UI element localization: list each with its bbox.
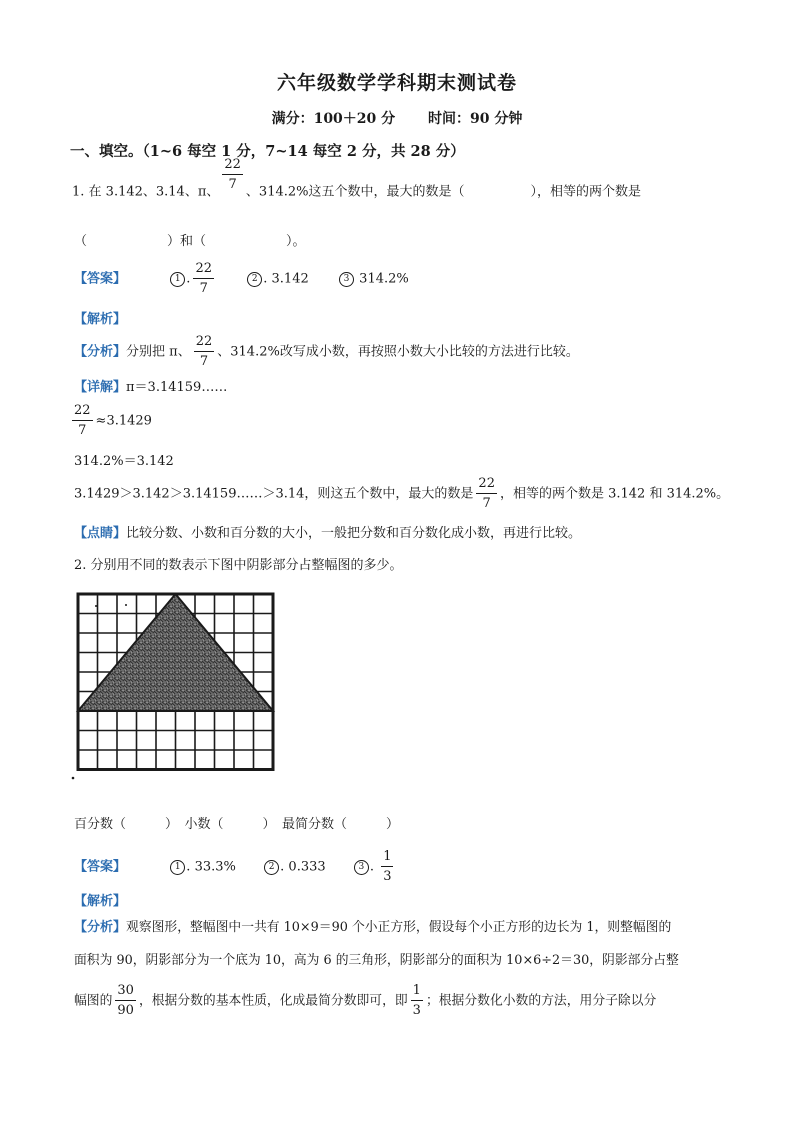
q1-detail-1: 【详解】π＝3.14159…… [74,380,228,395]
full-score: 满分：100＋20 分 [271,111,396,127]
q1-key-point: 【点睛】比较分数、小数和百分数的大小，一般把分数和百分数化成小数，再进行比较。 [74,526,582,541]
q2-analysis-2: 面积为 90，阴影部分为一个底为 10，高为 6 的三角形，阴影部分的面积为 10×6÷2＝30，阴影部分占整 [74,953,679,968]
section-heading: 一、填空。（1~6 每空 1 分，7~14 每空 2 分，共 28 分） [70,143,465,160]
q1-answer: 【答案】 1 . $\frac{22}{7}$ 2 . 3.142 3 314.2% [74,261,409,296]
q1-analysis: 【分析】分别把 π、 $\frac{22}{7}$ 、314.2%改写成小数，再按照小数大小比较的方法进行比较。 [74,334,579,369]
q1-detail-4: 3.1429＞3.142＞3.14159……＞3.14，则这五个数中，最大的数是 $\frac{22}{7}$ ，相等的两个数是 3.142 和 314.2%。 [74,476,730,511]
scan-dot [125,604,127,606]
q2-analysis-1: 【分析】观察图形，整幅图中一共有 10×9＝90 个小正方形，假设每个小正方形的边长为 1，则整幅图的 [74,920,672,935]
q2-blanks: 百分数（ ） 小数（ ） 最简分数（ ） [74,817,400,832]
grid-figure [70,588,280,803]
scan-dot [95,605,97,607]
question-1: 1. 在 3.142、3.14、π、 $\frac{22}{7}$ 、314.2%这五个数中，最大的数是（ ），相等的两个数是 [72,157,642,200]
q1-detail-2: $\frac{22}{7}$ ≈3.1429 [74,403,152,438]
page-title: 六年级数学学科期末测试卷 [276,72,517,94]
exam-time: 时间：90 分钟 [428,111,523,127]
scan-dot [72,777,75,780]
answer-tag: 【答案】 [74,271,127,287]
exam-info [0,108,794,128]
question-1-line2: （ ）和（ ）。 [74,234,306,249]
q2-answer: 【答案】 1 . 33.3% 2 . 0.333 3 . $\frac{1}{3}$ [74,849,392,884]
q1-jiexi-tag: 【解析】 [74,312,127,327]
question-2: 2. 分别用不同的数表示下图中阴影部分占整幅图的多少。 [74,558,403,573]
q2-analysis-3: 幅图的 $\frac{30}{90}$ ，根据分数的基本性质，化成最简分数即可，即 $\frac{1}{3}$ ；根据分数化小数的方法，用分子除以分 [74,983,657,1018]
q2-jiexi-tag: 【解析】 [74,894,127,909]
q1-detail-3: 314.2%＝3.142 [74,454,174,469]
